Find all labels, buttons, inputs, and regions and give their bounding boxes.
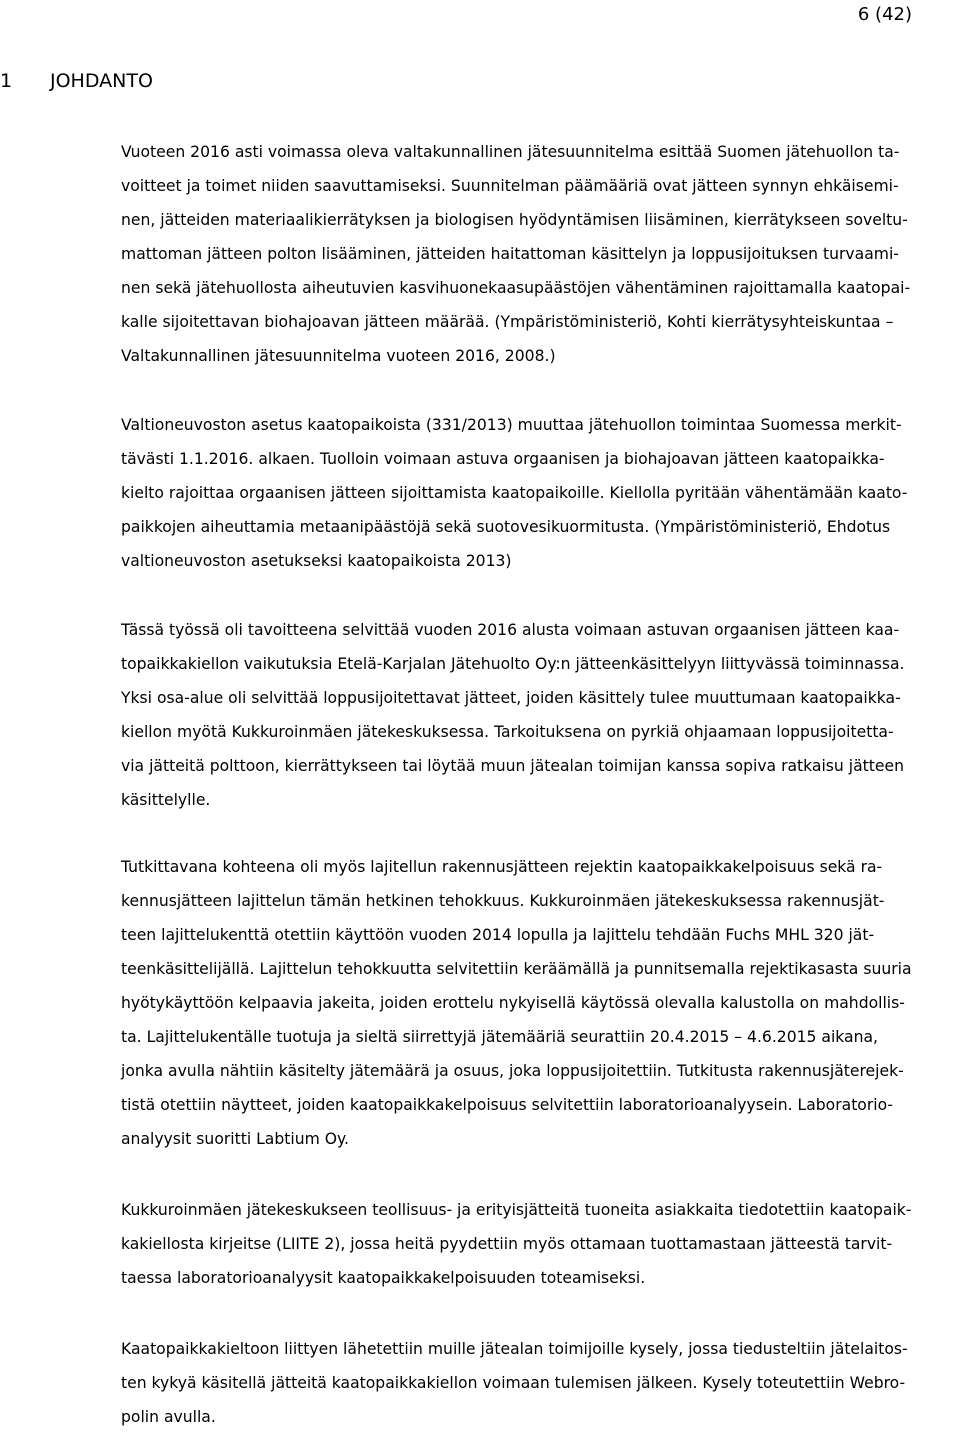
text-line: kennusjätteen lajittelun tämän hetkinen tehokkuus. Kukkuroinmäen jätekeskuksessa rakennusjät-: [121, 892, 885, 910]
section-title: JOHDANTO: [50, 70, 153, 92]
text-line: Valtakunnallinen jätesuunnitelma vuoteen 2016, 2008.): [121, 347, 556, 365]
text-line: nen, jätteiden materiaalikierrätyksen ja biologisen hyödyntämisen liisäminen, kierrätykseen soveltu-: [121, 211, 908, 229]
text-line: mattoman jätteen polton lisääminen, jätteiden haitattoman käsittelyn ja loppusijoituksen turvaami-: [121, 245, 899, 263]
text-line: Tässä työssä oli tavoitteena selvittää vuoden 2016 alusta voimaan astuvan orgaanisen jätteen kaa-: [121, 621, 900, 639]
text-line: Vuoteen 2016 asti voimassa oleva valtakunnallinen jätesuunnitelma esittää Suomen jätehuollon ta-: [121, 143, 900, 161]
text-line: kakiellosta kirjeitse (LIITE 2), jossa heitä pyydettiin myös ottamaan tuottamastaan jätteestä tarvit-: [121, 1235, 893, 1253]
text-line: voitteet ja toimet niiden saavuttamiseksi. Suunnitelman päämääriä ovat jätteen synnyn ehkäisemi-: [121, 177, 899, 195]
text-line: Kukkuroinmäen jätekeskukseen teollisuus- ja erityisjätteitä tuoneita asiakkaita tiedotettiin kaatopaik-: [121, 1201, 912, 1219]
paragraph: [121, 850, 951, 1156]
paragraph: [121, 1332, 951, 1434]
text-line: käsittelylle.: [121, 791, 211, 809]
text-line: kielto rajoittaa orgaanisen jätteen sijoittamista kaatopaikoille. Kiellolla pyritään vähentämään kaato-: [121, 484, 908, 502]
text-line: jonka avulla nähtiin käsitelty jätemäärä ja osuus, joka loppusijoitettiin. Tutkitusta rakennusjäterejek-: [121, 1062, 904, 1080]
text-line: Valtioneuvoston asetus kaatopaikoista (331/2013) muuttaa jätehuollon toimintaa Suomessa merkit-: [121, 416, 902, 434]
text-line: valtioneuvoston asetukseksi kaatopaikoista 2013): [121, 552, 512, 570]
text-line: kalle sijoitettavan biohajoavan jätteen määrää. (Ympäristöministeriö, Kohti kierrätysyhteiskuntaa –: [121, 313, 894, 331]
section-number: 1: [0, 70, 13, 92]
text-line: paikkojen aiheuttamia metaanipäästöjä sekä suotovesikuormitusta. (Ympäristöministeriö, Ehdotus: [121, 518, 891, 536]
text-line: analyysit suoritti Labtium Oy.: [121, 1130, 349, 1148]
text-line: tävästi 1.1.2016. alkaen. Tuolloin voimaan astuva orgaanisen ja biohajoavan jätteen kaatopaikka-: [121, 450, 885, 468]
page-number: 6 (42): [857, 4, 912, 25]
text-line: Yksi osa-alue oli selvittää loppusijoitettavat jätteet, joiden käsittely tulee muuttumaan kaatopaikka-: [121, 689, 901, 707]
text-line: ta. Lajittelukentälle tuotuja ja sieltä siirrettyjä jätemääriä seurattiin 20.4.2015 – 4.6.2015 aikana,: [121, 1028, 879, 1046]
text-line: polin avulla.: [121, 1408, 216, 1426]
section-heading: [0, 70, 153, 92]
paragraph: [121, 613, 951, 817]
text-line: teen lajittelukenttä otettiin käyttöön vuoden 2014 lopulla ja lajittelu tehdään Fuchs MHL 320 jät-: [121, 926, 875, 944]
text-line: hyötykäyttöön kelpaavia jakeita, joiden erottelu nykyisellä käytössä olevalla kalustolla on mahdollis-: [121, 994, 905, 1012]
text-line: kiellon myötä Kukkuroinmäen jätekeskuksessa. Tarkoituksena on pyrkiä ohjaamaan loppusijoitetta-: [121, 723, 894, 741]
text-line: Tutkittavana kohteena oli myös lajitellun rakennusjätteen rejektin kaatopaikkakelpoisuus sekä ra-: [121, 858, 883, 876]
text-line: tistä otettiin näytteet, joiden kaatopaikkakelpoisuus selvitettiin laboratorioanalyysein. Laboratorio-: [121, 1096, 894, 1114]
text-line: taessa laboratorioanalyysit kaatopaikkakelpoisuuden toteamiseksi.: [121, 1269, 646, 1287]
text-line: teenkäsittelijällä. Lajittelun tehokkuutta selvitettiin keräämällä ja punnitsemalla rejektikasasta suuria: [121, 960, 912, 978]
text-line: nen sekä jätehuollosta aiheutuvien kasvihuonekaasupäästöjen vähentäminen rajoittamalla kaatopai-: [121, 279, 911, 297]
text-line: via jätteitä polttoon, kierrättykseen tai löytää muun jätealan toimijan kanssa sopiva ratkaisu jätteen: [121, 757, 904, 775]
paragraph: [121, 408, 951, 578]
paragraph: [121, 135, 951, 373]
text-line: ten kykyä käsitellä jätteitä kaatopaikkakiellon voimaan tulemisen jälkeen. Kysely toteutettiin Webro-: [121, 1374, 906, 1392]
paragraph: [121, 1193, 951, 1295]
text-line: topaikkakiellon vaikutuksia Etelä-Karjalan Jätehuolto Oy:n jätteenkäsittelyyn liittyvässä toiminnassa.: [121, 655, 905, 673]
text-line: Kaatopaikkakieltoon liittyen lähetettiin muille jätealan toimijoille kysely, jossa tiedusteltiin jätelaitos-: [121, 1340, 908, 1358]
